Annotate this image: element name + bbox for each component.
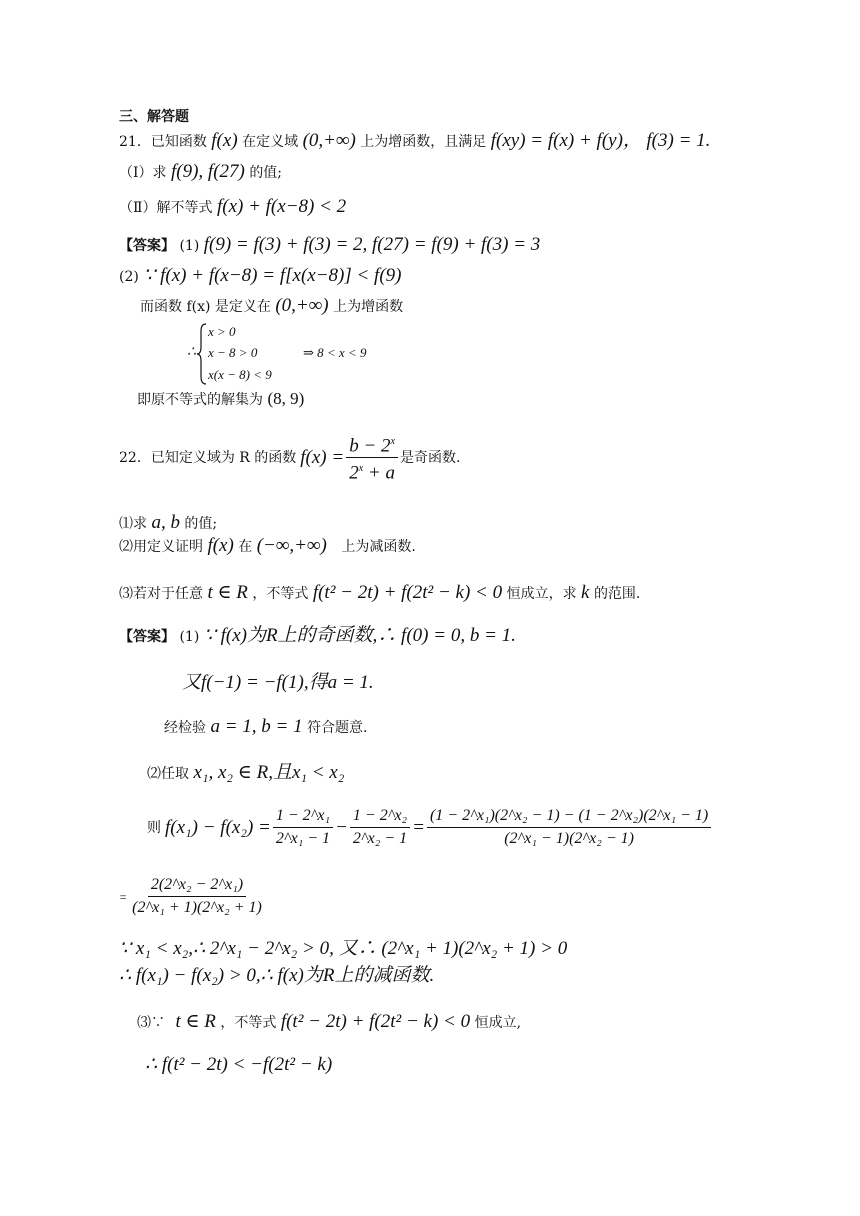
q22-answer2-line1	[147, 763, 344, 784]
q22-a2-minus: −	[335, 816, 348, 838]
q22-check-a: 经检验	[164, 720, 206, 736]
q22-a2-then: 则	[147, 819, 161, 836]
q22-frac-den-sup: x	[358, 463, 364, 475]
q21-part2-label: （Ⅱ）解不等式	[119, 200, 213, 216]
q22-sub3-k: k	[581, 582, 590, 603]
q21-answer1	[119, 235, 540, 256]
system-result: ⇒ 8 < x < 9	[303, 345, 367, 360]
q21-domain: (0,+∞)	[302, 130, 356, 151]
q22-a2-eq2: =	[119, 889, 128, 904]
section-title: 三、解答题	[119, 109, 189, 125]
q22-sub2-b: 在	[238, 539, 253, 555]
q22-sub2-domain: (−∞,+∞)	[256, 535, 327, 556]
q22-sub1-b: 的值;	[184, 516, 218, 532]
q22-answer1-check	[164, 717, 368, 738]
q22-sub2-a: ⑵用定义证明	[119, 539, 203, 555]
q22-fraction	[346, 432, 398, 484]
q22-a2-frac4	[129, 875, 265, 918]
q22-answer1-line2: 又f(−1) = −f(1),得a = 1.	[182, 672, 374, 693]
q21-mono-a: 而函数 f(x) 是定义在	[140, 299, 271, 315]
q22-a2-frac2	[350, 806, 410, 849]
q22-sub3-a: ⑶若对于任意	[119, 586, 203, 602]
q22-a2-f1-den: 2^x₁ − 1	[275, 830, 331, 847]
q22-a2-eq: =	[412, 816, 425, 838]
q21-mono-domain: (0,+∞)	[275, 295, 329, 316]
q22-answer2-line4: ∵ x₁ < x₂,∴ 2^x₁ − 2^x₂ > 0, 又∴ (2^x₁ + 1)(2^x₂ + 1) > 0	[119, 938, 568, 959]
q22-statement	[119, 432, 460, 484]
therefore-symbol: ∴	[187, 345, 196, 360]
q21-t1: 在定义域	[242, 134, 299, 150]
q22-answer1-num: (1)	[179, 629, 200, 645]
q22-sub1	[119, 513, 217, 534]
q22-a2-f1-num: 1 − 2^x₁	[273, 806, 333, 828]
q22-a2-f2-den: 2^x₂ − 1	[352, 830, 408, 847]
q22-answer1-expr: ∵ f(x)为R上的奇函数,∴ f(0) = 0, b = 1.	[203, 625, 516, 646]
q21-part2-expr: f(x) + f(x−8) < 2	[216, 196, 347, 217]
q21-part2	[119, 197, 346, 218]
q22-sub3-d: 的范围.	[593, 586, 641, 602]
q22-a3-t: t ∈ R	[175, 1011, 216, 1032]
q21-answer1-num: (1)	[179, 238, 200, 254]
q22-answer3-line2: ∴ f(t² − 2t) < −f(2t² − k)	[145, 1054, 333, 1075]
q22-a2-frac1	[273, 806, 333, 849]
q21-answer1-expr: f(9) = f(3) + f(3) = 2, f(27) = f(9) + f(3) = 3	[203, 234, 541, 255]
q22-sub3-t: t ∈ R	[207, 582, 248, 603]
q22-answer1	[119, 626, 516, 647]
q21-answer-label: 【答案】	[119, 238, 175, 254]
q21-eq1: f(xy) = f(x) + f(y)，	[490, 130, 642, 151]
q22-sub3-b: ，不等式	[252, 586, 309, 602]
q22-check-b: 符合题意.	[307, 720, 368, 736]
q21-monotonic	[140, 296, 403, 317]
q22-frac-num-sup: x	[390, 436, 395, 447]
q22-sub2-fx: f(x)	[207, 535, 234, 556]
q22-a3-c: 恒成立,	[474, 1015, 522, 1031]
q21-part1	[119, 162, 282, 183]
q22-answer3-line1	[137, 1012, 521, 1033]
q21-intro: 21．已知函数	[119, 134, 207, 150]
q22-frac-num: b − 2	[349, 435, 391, 457]
q22-sub1-a: ⑴求	[119, 516, 147, 532]
q22-answer2-line5: ∴ f(x₁) − f(x₂) > 0,∴ f(x)为R上的减函数.	[119, 965, 435, 986]
q21-statement	[119, 131, 710, 152]
q21-mono-b: 上为增函数	[333, 299, 404, 315]
q21-part1-label: （Ⅰ）求	[119, 165, 167, 181]
q22-a2-f3-den: (2^x₁ − 1)(2^x₂ − 1)	[504, 830, 634, 847]
q22-a2-f4-num: 2(2^x₂ − 2^x₁)	[148, 875, 246, 897]
system-line-2: x − 8 > 0	[208, 345, 258, 360]
q22-a3-a: ⑶∵	[137, 1015, 165, 1031]
q22-sub3-ineq: f(t² − 2t) + f(2t² − k) < 0	[312, 582, 503, 603]
q22-a2-f3-num: (1 − 2^x₁)(2^x₂ − 1) − (1 − 2^x₂)(2^x₁ − 1)	[427, 806, 711, 828]
q22-tail: 是奇函数.	[399, 449, 461, 466]
q22-fx: f(x) =	[300, 446, 345, 468]
q22-intro: 22．已知定义域为 R 的函数	[119, 449, 297, 466]
q22-a2-f2-num: 1 − 2^x₂	[350, 806, 410, 828]
q22-frac-den-tail: + a	[363, 462, 395, 484]
q21-answer2-num: (2)	[119, 269, 139, 285]
q22-a2-frac3	[427, 806, 711, 849]
q21-answer2-expr: ∵ f(x) + f(x−8) = f[x(x−8)] < f(9)	[143, 265, 402, 286]
q22-sub2	[119, 536, 416, 557]
q21-solset-a: 即原不等式的解集为	[137, 392, 263, 408]
q22-answer2-line2	[147, 806, 713, 849]
system-line-1: x > 0	[208, 324, 236, 339]
q21-solset: (8, 9)	[267, 389, 305, 408]
system-line-3: x(x − 8) < 9	[208, 367, 272, 382]
q22-a2-f4-den: (2^x₁ + 1)(2^x₂ + 1)	[132, 899, 262, 916]
q22-a2-lhs: f(x₁) − f(x₂) =	[165, 816, 271, 838]
system-brace	[197, 323, 207, 385]
q22-check-expr: a = 1, b = 1	[210, 716, 303, 737]
q22-a3-ineq: f(t² − 2t) + f(2t² − k) < 0	[280, 1011, 471, 1032]
q21-answer2	[119, 266, 402, 287]
q22-sub3	[119, 583, 640, 604]
q22-answer2-line3	[119, 875, 267, 918]
q22-answer-label: 【答案】	[119, 629, 175, 645]
q22-a3-b: ，不等式	[220, 1015, 277, 1031]
q22-a2-line1: ⑵任取	[147, 766, 189, 782]
q22-sub1-vars: a, b	[151, 512, 180, 533]
q22-a2-line1-expr: x₁, x₂ ∈ R,且x₁ < x₂	[193, 762, 345, 783]
q21-part1-tail: 的值;	[249, 165, 283, 181]
q21-eq2: f(3) = 1.	[646, 130, 711, 151]
q21-solution-set	[137, 389, 304, 410]
q22-sub3-c: 恒成立，求	[506, 586, 577, 602]
q21-part1-expr: f(9), f(27)	[170, 161, 245, 182]
q22-frac-den: 2	[349, 462, 359, 484]
q22-sub2-c: 上为减函数.	[341, 539, 416, 555]
q21-fx: f(x)	[211, 130, 238, 151]
q21-t2: 上为增函数，且满足	[360, 134, 487, 150]
